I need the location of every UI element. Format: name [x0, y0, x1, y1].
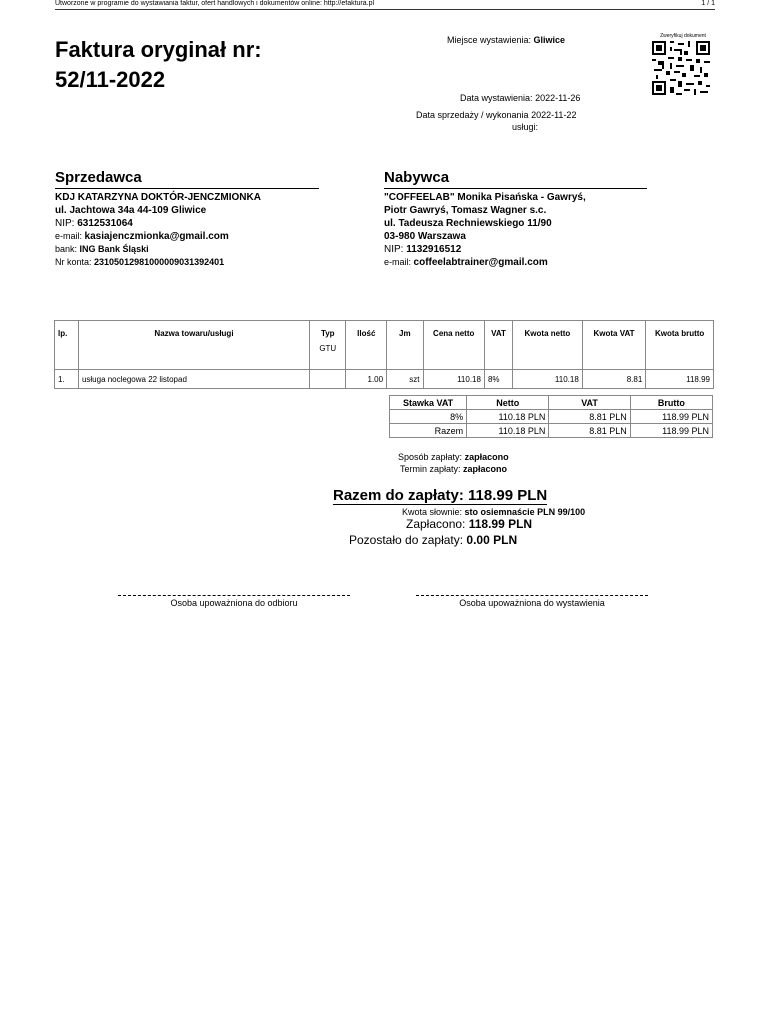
- qr-code-icon[interactable]: [652, 41, 710, 95]
- col-net-amount: Kwota netto: [513, 321, 583, 370]
- vat-cell-vat: 8.81 PLN: [549, 424, 630, 438]
- col-name: Nazwa towaru/usługi: [78, 321, 309, 370]
- seller-email-value: kasiajenczmionka@gmail.com: [84, 231, 229, 242]
- total-due: [333, 488, 547, 505]
- vat-cell-rate: Razem: [390, 424, 467, 438]
- vat-cell-vat: 8.81 PLN: [549, 410, 630, 424]
- signature-line: [118, 595, 350, 596]
- items-table-header: [55, 321, 714, 370]
- vat-col-gross: Brutto: [630, 396, 712, 410]
- place-of-issue: [447, 34, 565, 46]
- paid-amount: [406, 517, 532, 531]
- vat-col-vat: VAT: [549, 396, 630, 410]
- table-row: [390, 410, 713, 424]
- col-type: Typ: [320, 329, 335, 338]
- buyer-email: [384, 256, 647, 269]
- vat-cell-net: 110.18 PLN: [467, 424, 549, 438]
- cell-name: usługa noclegowa 22 listopad: [78, 370, 309, 389]
- buyer-name-line2: Piotr Gawryś, Tomasz Wagner s.c.: [384, 205, 547, 216]
- col-unit: Jm: [387, 321, 423, 370]
- signature-receiver-label: Osoba upoważniona do odbioru: [170, 598, 298, 608]
- vat-cell-net: 110.18 PLN: [467, 410, 549, 424]
- cell-lp: 1.: [55, 370, 79, 389]
- signature-issuer: [416, 595, 648, 608]
- paid-amount-value: 118.99 PLN: [468, 517, 533, 531]
- cell-qty: 1.00: [346, 370, 387, 389]
- payment-term-label: Termin zapłaty:: [400, 464, 461, 474]
- top-bar: [55, 0, 715, 10]
- items-table: [54, 320, 714, 389]
- vat-summary-header: [390, 396, 713, 410]
- paid-amount-label: Zapłacono:: [406, 517, 466, 531]
- buyer-section: [384, 170, 647, 269]
- seller-account: [55, 256, 319, 269]
- issue-date-label: Data wystawienia:: [460, 93, 533, 103]
- remaining-amount-value: 0.00 PLN: [466, 533, 518, 547]
- col-gtu: GTU: [319, 344, 337, 353]
- buyer-email-label: e-mail:: [384, 257, 412, 267]
- table-row: [55, 370, 714, 389]
- cell-net-amount: 110.18: [513, 370, 583, 389]
- col-type-gtu: [310, 321, 346, 370]
- generator-note: Utworzone w programie do wystawiania faktur, ofert handlowych i dokumentów online: http://efaktura.pl: [55, 0, 375, 7]
- signature-issuer-label: Osoba upoważniona do wystawienia: [459, 598, 605, 608]
- vat-cell-gross: 118.99 PLN: [630, 424, 712, 438]
- buyer-heading: Nabywca: [384, 170, 647, 189]
- seller-bank-value: ING Bank Śląski: [79, 244, 149, 254]
- buyer-address-line2: 03-980 Warszawa: [384, 231, 466, 242]
- issue-date-value: 2022-11-26: [535, 93, 581, 103]
- cell-vat-amount: 8.81: [582, 370, 646, 389]
- col-gross-amount: Kwota brutto: [646, 321, 714, 370]
- cell-type: [310, 370, 346, 389]
- sale-date-label-cont: usługi:: [512, 122, 539, 132]
- signature-receiver: [118, 595, 350, 608]
- sale-date-value: 2022-11-22: [531, 110, 577, 120]
- seller-email-label: e-mail:: [55, 231, 83, 241]
- signature-line: [416, 595, 648, 596]
- remaining-amount: [349, 533, 517, 547]
- payment-method-label: Sposób zapłaty:: [398, 452, 463, 462]
- invoice-title-label: Faktura oryginał nr:: [55, 37, 262, 62]
- buyer-email-value: coffeelabtrainer@gmail.com: [413, 257, 548, 268]
- vat-col-rate: Stawka VAT: [390, 396, 467, 410]
- buyer-nip-value: 1132916512: [406, 244, 462, 255]
- seller-nip-label: NIP:: [55, 218, 75, 229]
- payment-term-value: zapłacono: [463, 464, 508, 474]
- col-vat: VAT: [484, 321, 512, 370]
- col-qty: Ilość: [346, 321, 387, 370]
- seller-address: ul. Jachtowa 34a 44-109 Gliwice: [55, 205, 207, 216]
- col-net-price: Cena netto: [423, 321, 484, 370]
- col-vat-amount: Kwota VAT: [582, 321, 646, 370]
- total-due-value: 118.99 PLN: [468, 487, 548, 504]
- seller-heading: Sprzedawca: [55, 170, 319, 189]
- cell-gross-amount: 118.99: [646, 370, 714, 389]
- seller-email: [55, 230, 319, 243]
- seller-bank: [55, 243, 319, 256]
- seller-nip-value: 6312531064: [77, 218, 133, 229]
- total-due-label: Razem do zapłaty:: [333, 487, 464, 504]
- cell-net-price: 110.18: [423, 370, 484, 389]
- seller-bank-label: bank:: [55, 244, 78, 254]
- place-label: Miejsce wystawienia:: [447, 35, 532, 45]
- seller-account-value: 23105012981000009031392401: [94, 257, 225, 267]
- buyer-name-line1: "COFFEELAB" Monika Pisańska - Gawryś,: [384, 192, 586, 203]
- payment-method-value: zapłacono: [464, 452, 509, 462]
- seller-section: [55, 170, 319, 269]
- sale-date-label: Data sprzedaży / wykonania: [416, 110, 529, 120]
- buyer-address-line1: ul. Tadeusza Rechniewskiego 11/90: [384, 218, 552, 229]
- buyer-nip: [384, 243, 647, 256]
- place-value: Gliwice: [533, 35, 566, 45]
- seller-account-label: Nr konta:: [55, 257, 92, 267]
- vat-col-net: Netto: [467, 396, 549, 410]
- cell-vat: 8%: [484, 370, 512, 389]
- qr-label: Zweryfikuj dokument: [660, 33, 706, 39]
- payment-method: [398, 451, 509, 463]
- payment-term: [400, 463, 507, 475]
- seller-nip: [55, 217, 319, 230]
- vat-cell-rate: 8%: [390, 410, 467, 424]
- invoice-title: [55, 35, 355, 95]
- col-lp: lp.: [55, 321, 79, 370]
- issue-date: [460, 92, 580, 104]
- buyer-nip-label: NIP:: [384, 244, 404, 255]
- amount-in-words-label: Kwota słownie:: [402, 507, 463, 517]
- remaining-amount-label: Pozostało do zapłaty:: [349, 533, 464, 547]
- cell-unit: szt: [387, 370, 423, 389]
- sale-date: [416, 109, 576, 121]
- page-indicator: 1 / 1: [701, 0, 715, 7]
- table-row: [390, 424, 713, 438]
- vat-cell-gross: 118.99 PLN: [630, 410, 712, 424]
- amount-in-words-value: sto osiemnaście PLN 99/100: [464, 507, 586, 517]
- invoice-number: 52/11-2022: [55, 67, 166, 92]
- vat-summary-table: [389, 395, 713, 438]
- seller-name: KDJ KATARZYNA DOKTÓR-JENCZMIONKA: [55, 192, 261, 203]
